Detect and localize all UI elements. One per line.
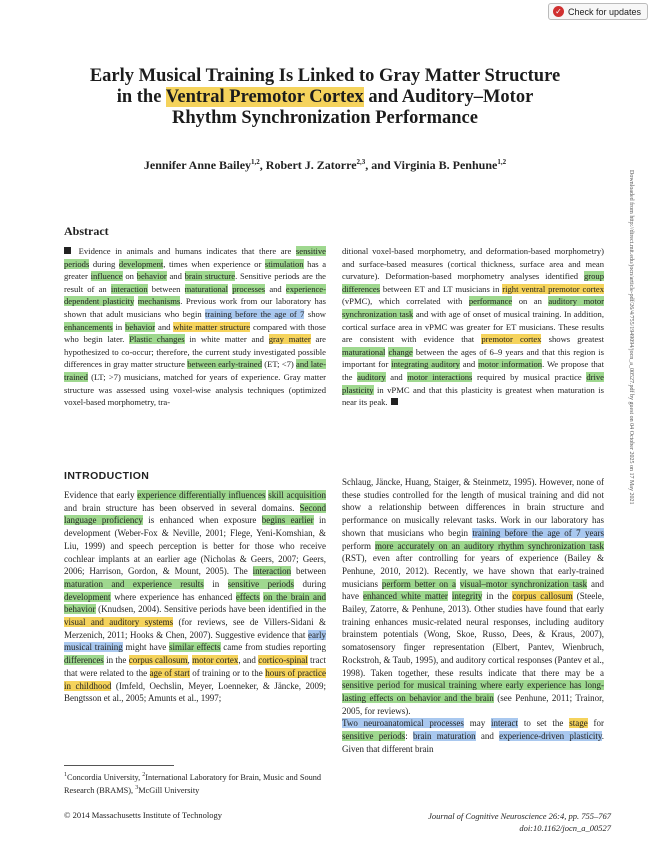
fn-sup-3: 3 <box>135 784 139 791</box>
intro-col-1 <box>64 489 326 705</box>
highlighted-phrase: similar effects <box>168 642 221 653</box>
highlighted-phrase: performance <box>468 296 513 307</box>
highlighted-phrase: stimulation <box>264 258 304 269</box>
highlighted-phrase: auditory motor synchronization task <box>342 296 604 319</box>
text-run: (ET; <7) <box>262 359 297 370</box>
text-run: and <box>459 359 479 370</box>
text-run: in <box>203 578 228 589</box>
highlighted-phrase: interaction <box>110 283 148 294</box>
text-run: is enhanced when exposure <box>142 515 262 526</box>
text-run: : <box>405 731 413 742</box>
title-highlight: Ventral Premotor Cortex <box>165 87 364 107</box>
text-run: (Knudsen, 2004). Sensitive periods have been identified in the <box>95 604 326 615</box>
highlighted-phrase: hours of practice in childhood <box>64 667 327 691</box>
check-for-updates-label: Check for updates <box>568 6 642 17</box>
text-run: . We propose that the <box>342 359 605 382</box>
highlighted-phrase: motor information <box>478 359 543 370</box>
text-run: between <box>147 283 185 294</box>
abstract-end-icon <box>391 398 398 405</box>
highlighted-phrase: enhancements <box>64 321 113 332</box>
highlighted-phrase: integrity <box>451 591 483 602</box>
text-run: came from studies reporting <box>220 642 326 653</box>
highlighted-phrase: effects <box>235 591 260 602</box>
highlighted-phrase: maturation and experience results <box>64 578 204 589</box>
highlighted-phrase: early musical training <box>64 629 326 653</box>
text-run: during <box>89 258 119 269</box>
text-run: (RST), even after controlling for years of experience (Bailey & Penhune, 2010, 2012). Recently, we have shown that early-trained musicians <box>342 553 604 589</box>
text-run: , <box>187 655 193 666</box>
text-run: may <box>463 718 492 729</box>
highlighted-phrase: more accurately on an auditory rhythm synchronization task <box>375 540 604 551</box>
download-watermark <box>622 170 634 820</box>
text-run: Evidence in animals and humans indicates that there are <box>74 246 296 256</box>
highlighted-phrase: differences <box>64 655 104 666</box>
highlighted-phrase: visual and auditory systems <box>64 617 174 628</box>
highlighted-phrase: on the brain and behavior <box>64 591 327 615</box>
highlighted-phrase: sensitive periods <box>64 246 326 269</box>
highlighted-phrase: motor cortex <box>192 655 239 666</box>
highlighted-phrase: mechanisms <box>137 296 181 307</box>
highlighted-phrase: training before the age of 7 <box>205 308 305 319</box>
text-run: (for reviews, see de Villers-Sidani & Merzenich, 2011; Hooks & Chen, 2007). Suggestive evidence that <box>64 617 326 640</box>
highlighted-phrase: interact <box>491 718 519 729</box>
footnote-rule <box>64 765 174 766</box>
check-for-updates-button[interactable] <box>548 3 648 20</box>
title-line-3: Rhythm Synchronization Performance <box>172 108 478 128</box>
text-run: and <box>385 371 408 382</box>
text-run: , times when experience or <box>163 258 265 269</box>
text-run: . Sensitive periods are the result of an <box>64 271 326 294</box>
highlighted-phrase: group differences <box>342 271 604 294</box>
text-run: to set the <box>518 718 570 729</box>
text-run: on <box>122 271 137 282</box>
highlighted-phrase: cortico-spinal <box>258 655 308 666</box>
abstract-col-1 <box>64 245 326 409</box>
text-run: , and <box>238 655 259 666</box>
highlighted-phrase: maturational <box>342 346 386 357</box>
highlighted-phrase: influence <box>90 271 123 282</box>
highlighted-phrase: behavior <box>125 321 156 332</box>
highlighted-phrase: maturational <box>184 283 229 294</box>
fn-sup-2: 2 <box>142 772 146 778</box>
title-line-2 <box>40 87 610 108</box>
highlighted-phrase: behavior <box>136 271 167 282</box>
text-run: in vPMC and that this plasticity is greatest when maturation is near its peak. <box>342 384 604 408</box>
text-run: (see Penhune, 2011; Trainor, 2005, for reviews). <box>342 692 604 716</box>
text-run: and with age of onset of musical training. In addition, cortical surface area in vPMC was greater for ET musicians. These results are consistent with evidence that <box>342 308 604 345</box>
text-run: (LT; >7) musicians, matched for years of experience. Gray matter structure was assessed using voxel-wise analysis techniques (optimized voxel-based morphometry, tra- <box>64 371 326 408</box>
text-run: for <box>587 718 604 729</box>
download-watermark-text: Downloaded from http://direct.mit.edu/jocn/article-pdf/26/4/755/1949094/jocn_a_00527.pdf by guest on 04 October 2025 on 17 May 2021 <box>628 170 634 505</box>
text-run: might have <box>122 642 169 653</box>
text-run: and <box>166 271 185 282</box>
introduction-heading: INTRODUCTION <box>64 470 150 482</box>
highlighted-phrase: brain structure <box>184 271 236 282</box>
text-run: (Steele, Bailey, Zatorre, & Penhune, 2013). Other studies have found that early training enhances music-related neural responses, including auditory brainstem potentials (Wong, Skoe, Russo, Dees, & Kraus, 2007), somatosensory finger representation (Elbert, Pantev, Wienbruch, Rockstroh, & Taub, 1995), and auditory cortical responses (Pantev et al., 1998). Taken together, these results indicate that there may be a <box>342 591 604 678</box>
journal-citation <box>428 810 611 834</box>
highlighted-phrase: integrating auditory <box>391 359 460 370</box>
text-run: has a greater <box>64 258 327 282</box>
highlighted-phrase: skill acquisition <box>268 490 326 500</box>
text-run: perform <box>342 540 375 551</box>
text-run: shows greatest <box>541 334 605 345</box>
text-run: and <box>155 321 174 332</box>
highlighted-phrase: interaction <box>252 566 292 577</box>
text-run: and brain structure has been observed in several domains. <box>64 502 300 513</box>
author-1-affil: 1,2 <box>251 158 260 166</box>
text-run: between the ages of 6–9 years and that this region is important for <box>342 346 604 370</box>
fn-affil-1: Concordia University, <box>67 772 143 782</box>
paper-title <box>40 66 610 129</box>
highlighted-phrase: sensitive period for musical training where early experience has long-lasting effects on behavior and the brain <box>342 680 604 703</box>
text-run: between ET and LT musicians in <box>380 283 503 294</box>
title-pre: in the <box>116 87 166 107</box>
highlighted-phrase: experience differentially influences <box>137 490 266 500</box>
fn-affil-2: International Laboratory for Brain, Music and Sound Research (BRAMS), <box>64 772 322 795</box>
text-run: ditional voxel-based morphometry, and deformation-based morphometry) and surface-based measures (cortical thickness, surface area and mean curvature). Deformation-based morphometry analyses identified <box>342 246 604 282</box>
author-2: , Robert J. Zatorre <box>259 158 357 172</box>
author-2-affil: 2,3 <box>356 158 366 166</box>
text-run: in development (Weber-Fox & Neville, 2001; Flege, Yeni-Komshian, & Liu, 1999) and speech perception is better for those who receive cochlear implants at an earlier age (Nicholas & Geers, 2007; Geers, 2006; Harrison, Gordon, & Mount, 2005). The <box>64 515 326 577</box>
highlighted-phrase: age of start <box>149 667 190 678</box>
highlighted-phrase: white matter structure <box>173 321 251 332</box>
text-run: show <box>304 308 326 319</box>
highlighted-phrase: stage <box>569 718 588 729</box>
highlighted-phrase: experience-driven plasticity <box>499 731 602 742</box>
highlighted-phrase: brain maturation <box>412 731 476 742</box>
affiliation-footnote <box>64 770 326 796</box>
highlighted-phrase: between early-trained <box>187 359 263 370</box>
text-run: and <box>265 283 286 294</box>
highlighted-phrase: processes <box>232 283 266 294</box>
highlighted-phrase: premotor cortex <box>481 334 542 345</box>
highlighted-phrase: begins earlier <box>261 515 314 526</box>
text-run: (Imfeld, Oechslin, Meyer, Loenneker, & Jäncke, 2009; Bengtsson et al., 2005; Amunts et al., 1997; <box>64 680 326 704</box>
text-run: on an <box>512 296 549 307</box>
text-run: in white matter and <box>184 334 269 345</box>
update-icon: ✓ <box>553 6 564 17</box>
highlighted-phrase: sensitive periods <box>342 731 406 742</box>
highlighted-phrase: and late-trained <box>64 359 326 382</box>
text-run: between <box>291 566 326 577</box>
text-run: are hypothesized to co-occur; therefore, the current study investigated possible differences in gray matter structure <box>64 334 326 370</box>
text-run: tract that were related to the <box>64 655 327 678</box>
highlighted-phrase: drive plasticity <box>342 371 604 395</box>
text-run: Evidence that early <box>64 490 138 500</box>
highlighted-phrase: perform better on a <box>381 578 457 589</box>
fn-affil-3: McGill University <box>138 785 200 795</box>
text-run: (vPMC), which correlated with <box>342 296 469 307</box>
text-run: where experience has enhanced <box>110 591 236 602</box>
highlighted-phrase: development <box>118 258 164 269</box>
author-1: Jennifer Anne Bailey <box>143 158 252 172</box>
text-run: and <box>475 731 500 742</box>
highlighted-phrase: experience-dependent plasticity <box>64 283 326 307</box>
highlighted-phrase: enhanced white matter <box>362 591 448 602</box>
abstract-bullet-icon <box>64 247 71 254</box>
title-line-1: Early Musical Training Is Linked to Gray Matter Structure <box>89 66 561 86</box>
highlighted-phrase: development <box>64 591 111 602</box>
abstract-col-2 <box>342 245 604 409</box>
copyright: © 2014 Massachusetts Institute of Technology <box>64 810 222 820</box>
journal-name: Journal of Cognitive Neuroscience 26:4, pp. 755–767 <box>428 811 611 821</box>
highlighted-phrase: visual–motor synchronization task <box>459 578 588 589</box>
text-run: in the <box>103 655 129 666</box>
intro-col-2 <box>342 476 604 755</box>
text-run: required by musical practice <box>472 371 587 382</box>
text-run: of training or to the <box>189 667 266 678</box>
highlighted-phrase: Second language proficiency <box>64 502 326 526</box>
highlighted-phrase: right ventral premotor cortex <box>502 283 605 294</box>
highlighted-phrase: change <box>388 346 413 357</box>
highlighted-phrase: sensitive periods <box>227 578 295 589</box>
highlighted-phrase: corpus callosum <box>512 591 573 602</box>
highlighted-phrase: corpus callosum <box>128 655 188 666</box>
highlighted-phrase: auditory <box>357 371 386 382</box>
fn-sup-1: 1 <box>64 772 67 778</box>
text-run: during <box>294 578 327 589</box>
text-run: . Previous work from our laboratory has shown that adult musicians who begin <box>64 296 326 319</box>
highlighted-phrase: gray matter <box>268 334 311 345</box>
text-run: Schlaug, Jäncke, Huang, Staiger, & Steinmetz, 1995). However, none of these studies controlled for the length of musical training and did not show a relationship between differences in brain structure and performance on musically relevant tasks. Work in our laboratory has shown that musicians who begin <box>342 477 604 538</box>
highlighted-phrase: Two neuroanatomical processes <box>342 718 464 729</box>
highlighted-phrase: training before the age of 7 years <box>472 527 604 538</box>
text-run: and have <box>342 578 605 602</box>
abstract-heading: Abstract <box>64 224 109 238</box>
author-list <box>40 158 610 173</box>
text-run: compared with those who begin later. <box>64 321 326 345</box>
highlighted-phrase: motor interactions <box>407 371 473 382</box>
text-run: in the <box>482 591 513 602</box>
title-post: and Auditory–Motor <box>363 87 534 107</box>
author-3-affil: 1,2 <box>497 158 507 166</box>
text-run: in <box>112 321 126 332</box>
highlighted-phrase: Plastic changes <box>129 334 185 345</box>
doi: doi:10.1162/jocn_a_00527 <box>519 823 611 833</box>
author-3: , and Virginia B. Penhune <box>365 158 498 172</box>
text-run: . Given that different brain <box>342 731 604 754</box>
